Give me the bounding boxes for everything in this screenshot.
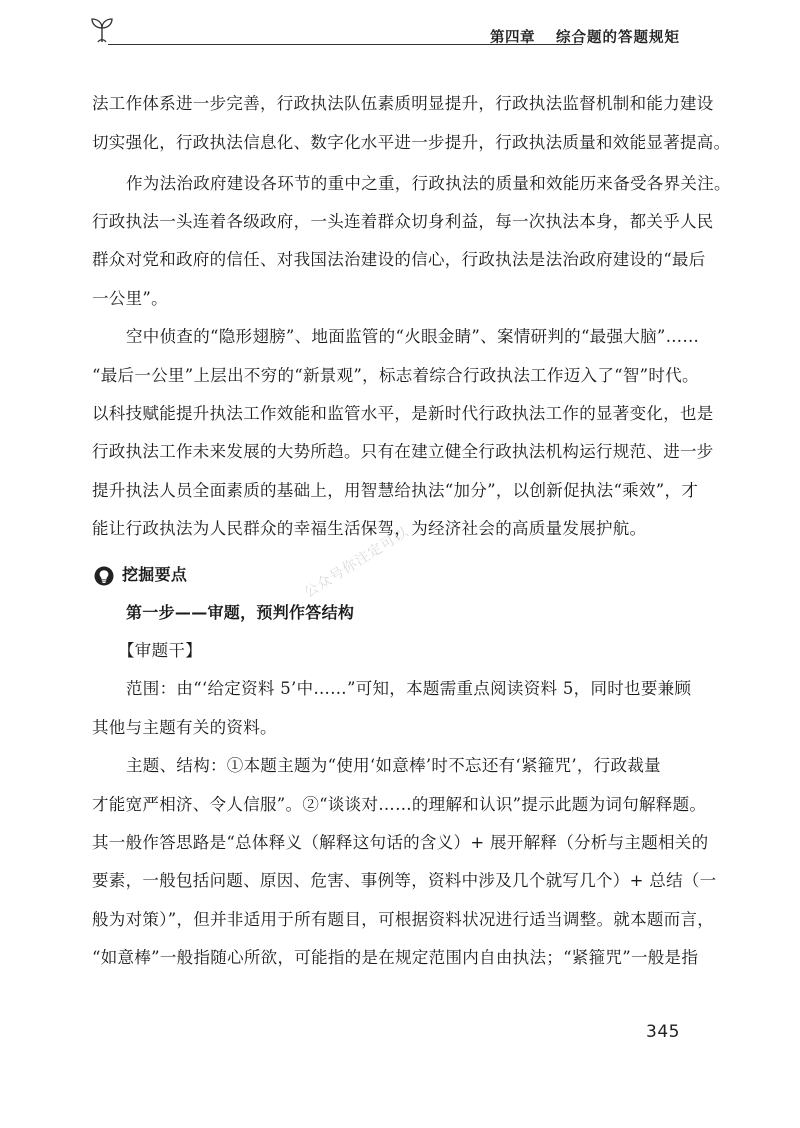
paragraph-line: 法工作体系进一步完善，行政执法队伍素质明显提升，行政执法监督机制和能力建设 (92, 94, 714, 113)
sprout-icon (88, 16, 116, 44)
paragraph-line: “如意棒”一般指随心所欲，可能指的是在规定范围内自由执法；“紧箍咒”一般是指 (92, 948, 699, 967)
paragraph-line: 要素，一般包括问题、原因、危害、事例等，资料中涉及几个就写几个）+ 总结（一 (92, 871, 717, 890)
paragraph-line: 空中侦查的“隐形翅膀”、地面监管的“火眼金睛”、案情研判的“最强大脑”…… (126, 327, 700, 346)
step-heading: 第一步——审题，预判作答结构 (126, 603, 355, 622)
paragraph-line: 群众对党和政府的信任、对我国法治建设的信心，行政执法是法治政府建设的“最后 (92, 250, 706, 269)
paragraph-line: 其他与主题有关的资料。 (92, 718, 277, 737)
page-number: 345 (646, 1022, 680, 1042)
section-heading: 挖掘要点 (122, 565, 188, 584)
chapter-title: 综合题的答题规矩 (556, 30, 680, 46)
page-header (88, 14, 708, 54)
paragraph-line: 切实强化，行政执法信息化、数字化水平进一步提升，行政执法质量和效能显著提高。 (92, 133, 731, 152)
paragraph-line: 其一般作答思路是“总体释义（解释这句话的含义）+ 展开解释（分析与主题相关的 (92, 833, 709, 852)
bracket-label: 【审题干】 (118, 641, 202, 660)
paragraph-line: 提升执法人员全面素质的基础上，用智慧给执法“加分”，以创新促执法“乘效”，才 (92, 481, 699, 500)
chapter-label: 第四章 (490, 30, 535, 46)
paragraph-line: “最后一公里”上层出不穷的“新景观”，标志着综合行政执法工作迈入了“智”时代。 (92, 366, 699, 385)
paragraph-line: 才能宽严相济、令人信服”。②“谈谈对……的理解和认识”提示此题为词句解释题。 (92, 795, 707, 814)
lightbulb-icon (94, 566, 114, 586)
paragraph-line: 能让行政执法为人民群众的幸福生活保驾，为经济社会的高质量发展护航。 (92, 519, 647, 538)
paragraph-line: 范围：由“‘给定资料 5’中……”可知，本题需重点阅读资料 5，同时也要兼顾 (126, 679, 692, 698)
paragraph-line: 般为对策）”，但并非适用于所有题目，可根据资料状况进行适当调整。就本题而言， (92, 910, 715, 929)
watermark: 公众号你注定可以 (301, 523, 412, 602)
paragraph-line: 作为法治政府建设各环节的重中之重，行政执法的质量和效能历来备受各界关注。 (126, 174, 731, 193)
paragraph-line: 行政执法一头连着各级政府，一头连着群众切身利益，每一次执法本身，都关乎人民 (92, 212, 714, 231)
paragraph-line: 行政执法工作未来发展的大势所趋。只有在建立健全行政执法机构运行规范、进一步 (92, 442, 714, 461)
paragraph-line: 以科技赋能提升执法工作效能和监管水平，是新时代行政执法工作的显著变化，也是 (92, 404, 714, 423)
paragraph-line: 一公里”。 (92, 289, 168, 308)
paragraph-line: 主题、结构：①本题主题为“使用‘如意棒’时不忘还有‘紧箍咒’，行政裁量 (126, 756, 661, 775)
